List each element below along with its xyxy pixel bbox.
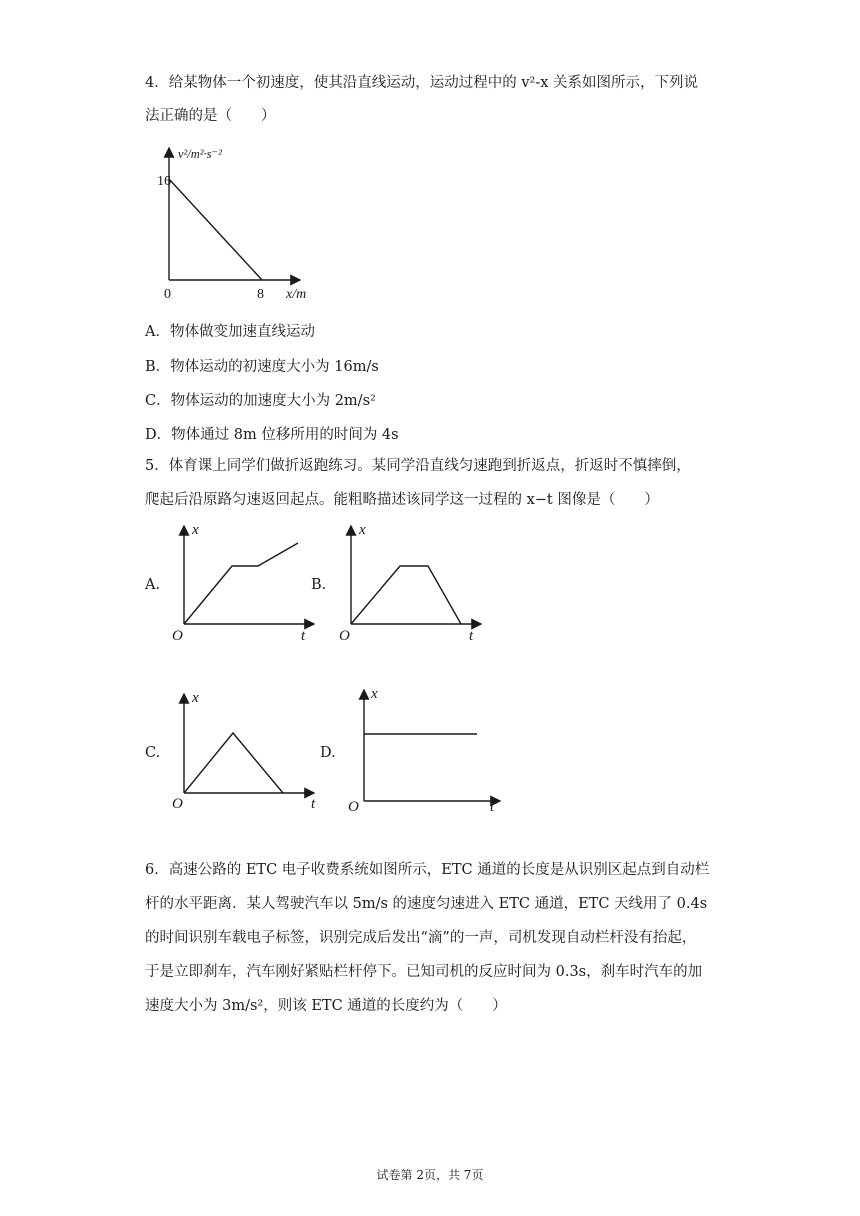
q4-stem-line1: 4．给某物体一个初速度，使其沿直线运动，运动过程中的 v²-x 关系如图所示，下列说 — [145, 75, 699, 91]
svg-text:x: x — [359, 522, 366, 538]
q5-stem-line2: 爬起后沿原路匀速返回起点。能粗略描述该同学这一过程的 x−t 图像是（ ） — [145, 492, 659, 508]
q6-stem-line5: 速度大小为 3m/s²，则该 ETC 通道的长度约为（ ） — [145, 998, 507, 1014]
q4-option-a: A．物体做变加速直线运动 — [145, 324, 315, 340]
q5-graph-a — [168, 520, 318, 645]
q6-stem-line3: 的时间识别车载电子标签，识别完成后发出“滴”的一声，司机发现自动栏杆没有抬起， — [145, 930, 697, 946]
q5-graph-c-curve — [184, 733, 283, 793]
q5-graph-a-curve — [184, 543, 298, 624]
q4-option-c: C．物体运动的加速度大小为 2m/s² — [145, 393, 376, 409]
q4-stem-line2: 法正确的是（ ） — [145, 108, 276, 124]
svg-text:t: t — [490, 799, 495, 815]
q6-stem-line4: 于是立即刹车，汽车刚好紧贴栏杆停下。已知司机的反应时间为 0.3s，刹车时汽车的加 — [145, 964, 703, 980]
svg-text:x: x — [371, 686, 378, 702]
q6-stem-line1: 6．高速公路的 ETC 电子收费系统如图所示，ETC 通道的长度是从识别区起点到自动栏 — [145, 862, 710, 878]
svg-text:x: x — [192, 690, 199, 706]
q4-x-tick-8: 8 — [257, 287, 264, 302]
svg-text:O: O — [172, 628, 183, 644]
svg-text:t: t — [469, 628, 474, 644]
svg-text:O: O — [348, 799, 359, 815]
q5-graph-d — [347, 684, 502, 814]
q4-y-axis-label: v²/m²·s⁻² — [178, 147, 222, 161]
svg-text:t: t — [311, 796, 316, 812]
q6-stem-line2: 杆的水平距离．某人驾驶汽车以 5m/s 的速度匀速进入 ETC 通道，ETC 天线用了 0.4s — [145, 896, 708, 912]
svg-text:O: O — [339, 628, 350, 644]
q5-option-c-label: C. — [145, 745, 161, 761]
q5-graph-b-curve — [351, 566, 461, 624]
q5-option-d-label: D. — [320, 745, 336, 761]
q5-stem-line1: 5．体育课上同学们做折返跑练习。某同学沿直线匀速跑到折返点，折返时不慎摔倒， — [145, 458, 691, 474]
q4-option-d: D．物体通过 8m 位移所用的时间为 4s — [145, 427, 399, 443]
q4-v2-x-graph — [157, 140, 330, 305]
page-footer: 试卷第 2页，共 7页 — [376, 1168, 484, 1182]
q5-option-b-label: B. — [311, 577, 327, 593]
svg-text:x: x — [192, 522, 199, 538]
q5-option-a-label: A. — [145, 577, 161, 593]
q5-graph-c — [168, 688, 318, 813]
q4-v2-line — [169, 179, 262, 280]
q4-y-tick-16: 16 — [157, 174, 171, 189]
q4-x-axis-label: x/m — [286, 287, 307, 302]
q5-graph-b — [335, 520, 485, 645]
svg-text:t: t — [301, 628, 306, 644]
q4-option-b: B．物体运动的初速度大小为 16m/s — [145, 359, 379, 375]
q4-origin-label: 0 — [164, 287, 171, 302]
svg-text:O: O — [172, 796, 183, 812]
